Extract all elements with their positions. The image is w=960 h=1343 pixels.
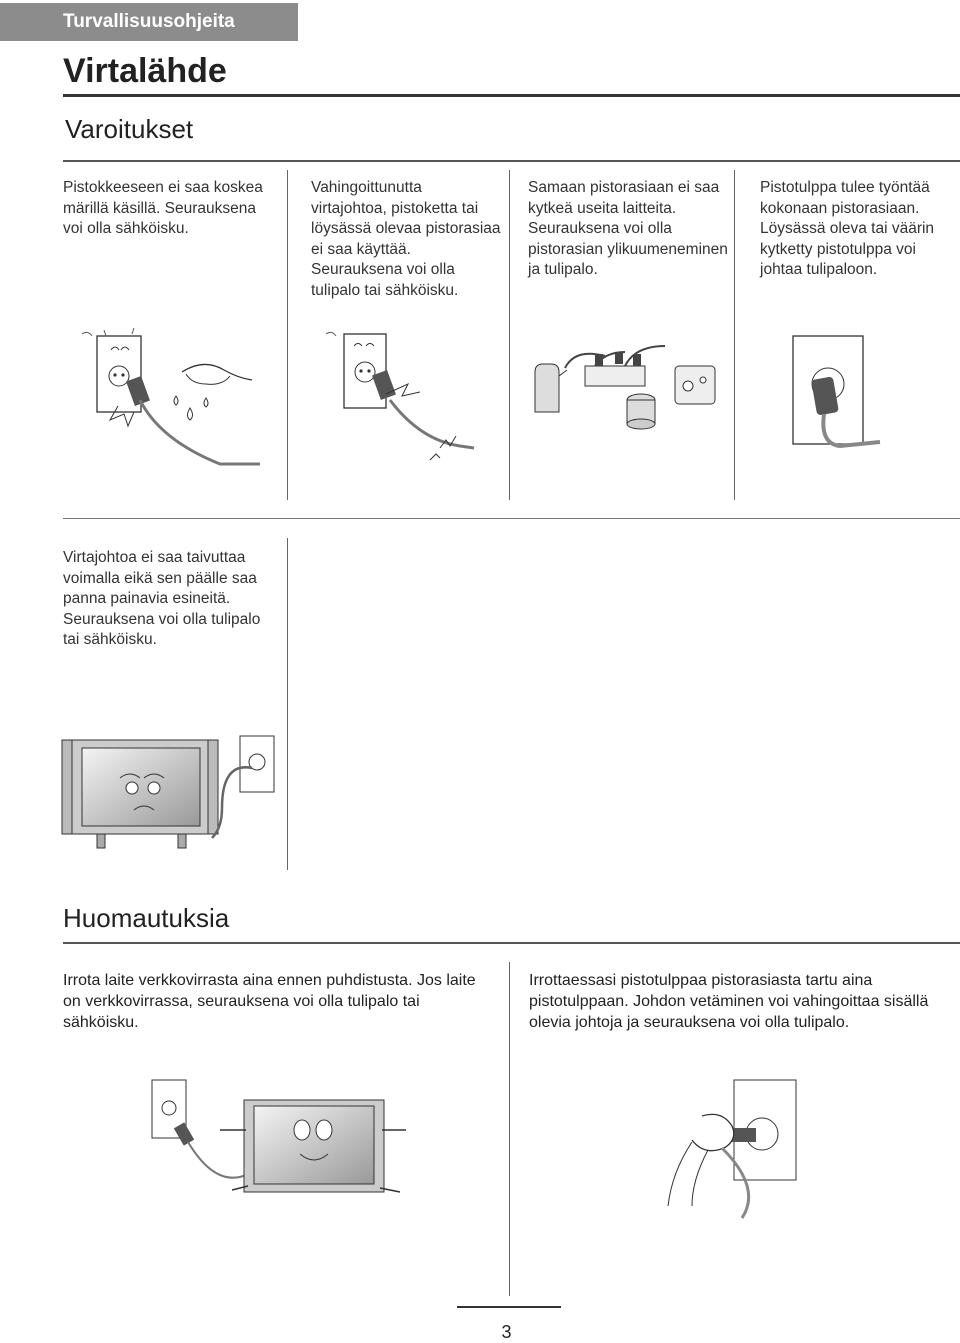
notes-top-rule (63, 942, 960, 944)
plug-inserted-icon (790, 334, 940, 464)
bent-cord-tv-icon (62, 734, 278, 850)
warnings-heading: Varoitukset (65, 114, 194, 144)
warnings-row-rule (63, 518, 960, 519)
page-title: Virtalähde (63, 52, 227, 90)
note-text-1: Irrota laite verkkovirrasta aina ennen puhdistusta. Jos laite on verkkovirrassa, seurauksena voi olla tulipalo tai sähköisku. (63, 972, 476, 1031)
column-divider (509, 170, 510, 500)
warning-text-5: Virtajohtoa ei saa taivuttaa voimalla eikä sen päälle saa panna painavia esineitä. Seurauksena voi olla tulipalo tai sähköisku. (63, 549, 261, 648)
warning-text-4: Pistotulppa tulee työntää kokonaan pistorasiaan. Löysässä oleva tai väärin kytketty pistotulppa voi johtaa tulipaloon. (760, 179, 935, 278)
note-text-2: Irrottaessasi pistotulppaa pistorasiasta tartu aina pistotulppaan. Johdon vetäminen voi vahingoittaa sisällä olevia johtoja ja seurauksena voi olla tulipalo. (529, 972, 929, 1031)
title-rule (63, 94, 960, 97)
footer-rule (457, 1306, 561, 1308)
column-divider (287, 170, 288, 500)
warning-text-2: Vahingoittunutta virtajohtoa, pistoketta tai löysässä olevaa pistorasiaa ei saa käyttää. Seurauksena voi olla tulipalo tai sähköisku. (311, 179, 501, 299)
overloaded-outlet-icon (525, 336, 725, 436)
notes-heading: Huomautuksia (63, 903, 230, 933)
page-number: 3 (501, 1322, 512, 1342)
warning-text-3: Samaan pistorasiaan ei saa kytkeä useita laitteita. Seurauksena voi olla pistorasian ylikuumeneminen ja tulipalo. (528, 179, 728, 278)
pull-by-plug-icon (662, 1078, 802, 1218)
column-divider (734, 170, 735, 500)
wet-hand-plug-icon (78, 328, 278, 468)
section-tab: Turvallisuusohjeita (0, 3, 298, 41)
warning-text-1: Pistokkeeseen ei saa koskea märillä käsillä. Seurauksena voi olla sähköisku. (63, 179, 263, 237)
warnings-top-rule (63, 160, 960, 162)
column-divider (287, 538, 288, 870)
unplug-before-cleaning-icon (152, 1080, 412, 1204)
damaged-cord-icon (320, 328, 490, 473)
column-divider (509, 962, 510, 1296)
